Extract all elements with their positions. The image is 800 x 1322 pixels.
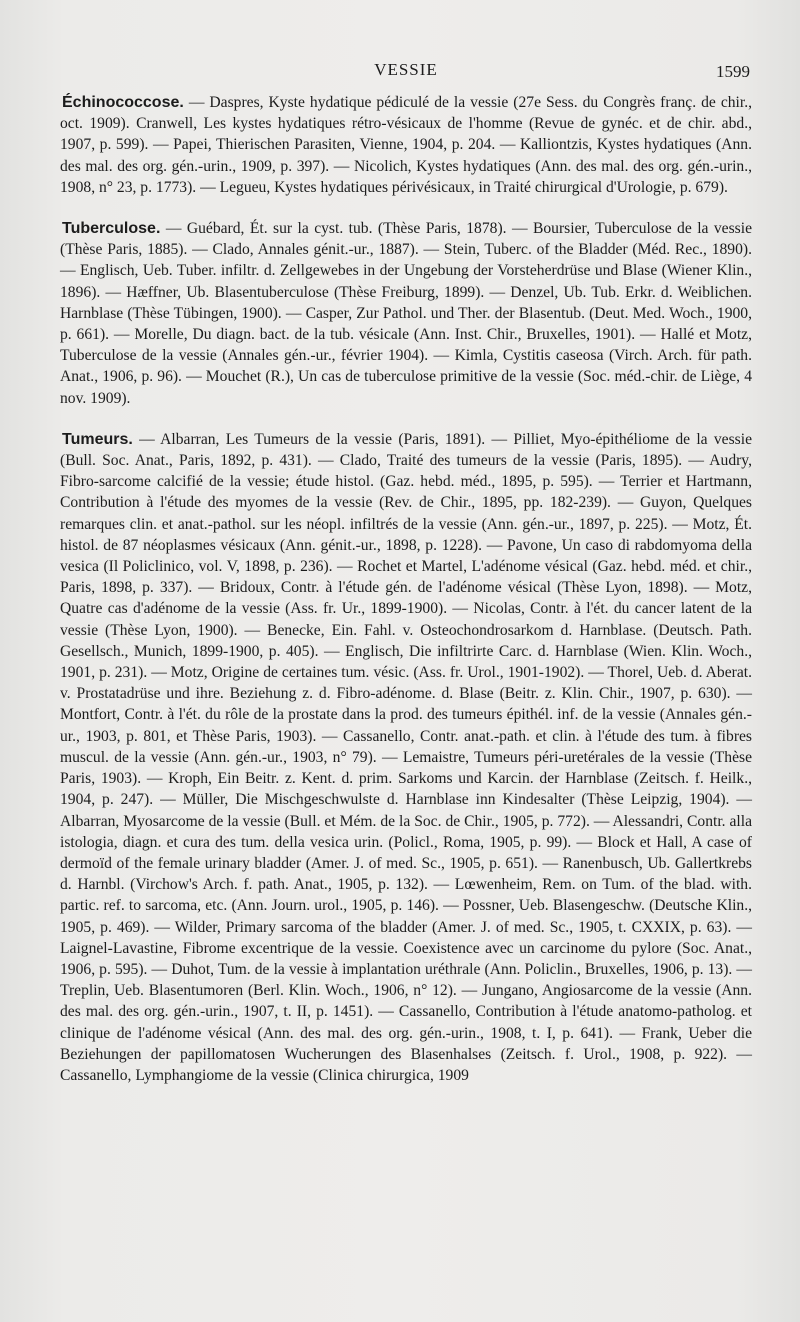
section-echinococcose <box>60 92 752 198</box>
running-title: VESSIE <box>374 60 438 79</box>
section-heading: Échinococcose. <box>62 94 184 111</box>
section-text: — Guébard, Ét. sur la cyst. tub. (Thèse Paris, 1878). — Boursier, Tuberculose de la vessie (Thèse Paris, 1885). — Clado, Annales génit.-ur., 1887). — Stein, Tuberc. of the Bladder (Méd. Rec., 1890). — Englisch, Ueb. Tuber. infiltr. d. Zellgewebes in der Ungebung der Vorsteherdrüse und Blase (Wiener Klin., 1896). — Hæffner, Ub. Blasentuberculose (Thèse Freiburg, 1899). — Denzel, Ub. Tub. Erkr. d. Weiblichen. Harnblase (Thèse Tübingen, 1900). — Casper, Zur Pathol. und Ther. der Blasentub. (Deut. Med. Woch., 1900, p. 661). — Morelle, Du diagn. bact. de la tub. vésicale (Ann. Inst. Chir., Bruxelles, 1901). — Hallé et Motz, Tuberculose de la vessie (Annales gén.-ur., février 1904). — Kimla, Cystitis caseosa (Virch. Arch. für path. Anat., 1906, p. 96). — Mouchet (R.), Un cas de tuberculose primitive de la vessie (Soc. méd.-chir. de Liège, 4 nov. 1909). <box>60 220 752 407</box>
section-text: — Daspres, Kyste hydatique pédiculé de la vessie (27e Sess. du Congrès franç. de chir., oct. 1909). Cranwell, Les kystes hydatiques rétro-vésicaux de l'homme (Revue de gynéc. et de chir. abd., 1907, p. 599). — Papei, Thierischen Parasiten, Vienne, 1904, p. 204. — Kalliontzis, Kystes hydatiques (Ann. des mal. des org. gén.-urin., 1909, p. 397). — Nicolich, Kystes hydatiques (Ann. des mal. des org. gén.-urin., 1908, n° 23, p. 1773). — Legueu, Kystes hydatiques périvésicaux, in Traité chirurgical d'Urologie, p. 679). <box>60 94 752 196</box>
section-tuberculose <box>60 218 752 409</box>
page-header <box>60 50 752 84</box>
section-text: — Albarran, Les Tumeurs de la vessie (Paris, 1891). — Pilliet, Myo-épithéliome de la vessie (Bull. Soc. Anat., Paris, 1892, p. 431). — Clado, Traité des tumeurs de la vessie (Paris, 1895). — Audry, Fibro-sarcome calcifié de la vessie; étude histol. (Gaz. hebd. méd., 1895, p. 595). — Terrier et Hartmann, Contribution à l'étude des myomes de la vessie (Rev. de Chir., 1895, pp. 182-239). — Guyon, Quelques remarques clin. et anat.-pathol. sur les néopl. infiltrés de la vessie (Ann. gén.-ur., 1897, p. 225). — Motz, Ét. histol. de 87 néoplasmes vésicaux (Ann. génit.-ur., 1898, p. 1228). — Pavone, Un caso di rabdomyoma della vesica (Il Policlinico, vol. V, 1898, p. 236). — Rochet et Martel, L'adénome vésical (Gaz. hebd. méd. et chir., Paris, 1898, p. 337). — Bridoux, Contr. à l'étude gén. de l'adénome vésical (Thèse Lyon, 1898). — Motz, Quatre cas d'adénome de la vessie (Ass. fr. Ur., 1899-1900). — Nicolas, Contr. à l'ét. du cancer latent de la vessie (Thèse Lyon, 1900). — Benecke, Ein. Fahl. v. Osteochondrosarkom d. Harnblase. (Deutsch. Path. Gesellsch., Munich, 1899-1900, p. 405). — Englisch, Die infiltrirte Carc. d. Harnblase (Wien. Klin. Woch., 1901, p. 231). — Motz, Origine de certaines tum. vésic. (Ass. fr. Urol., 1901-1902). — Thorel, Ueb. d. Aberat. v. Prostatadrüse und ihre. Beziehung z. d. Fibro-adénome. d. Blase (Beitr. z. Klin. Chir., 1907, p. 630). — Montfort, Contr. à l'ét. du rôle de la prostate dans la prod. des tumeurs épithél. inf. de la vessie (Annales gén.-ur., 1903, p. 801, et Thèse Paris, 1903). — Cassanello, Contr. anat.-path. et clin. à l'étude des tum. à fibres muscul. de la vessie (Ann. gén.-ur., 1903, n° 79). — Lemaistre, Tumeurs péri-uretérales de la vessie (Thèse Paris, 1903). — Kroph, Ein Beitr. z. Kent. d. prim. Sarkoms und Karcin. der Harnblase (Zeitsch. f. Heilk., 1904, p. 247). — Müller, Die Mischgeschwulste d. Harnblase inn Kindesalter (Thèse Leipzig, 1904). — Albarran, Myosarcome de la vessie (Bull. et Mém. de la Soc. de Chir., 1905, p. 772). — Alessandri, Contr. alla istologia, diagn. et cura des tum. della vesica urin. (Policl., Roma, 1905, p. 99). — Block et Hall, A case of dermoïd of the female urinary bladder (Amer. J. of med. Sc., 1905, p. 651). — Ranenbusch, Ub. Gallertkrebs d. Harnbl. (Virchow's Arch. f. path. Anat., 1905, p. 132). — Lœwenheim, Rem. on Tum. of the blad. with. partic. ref. to sarcoma, etc. (Ann. Journ. urol., 1905, p. 146). — Possner, Ueb. Blasengeschw. (Deutsche Klin., 1905, p. 469). — Wilder, Primary sarcoma of the bladder (Amer. J. of med. Sc., 1905, t. CXXIX, p. 63). — Laignel-Lavastine, Fibrome excentrique de la vessie. Coexistence avec un carcinome du pylore (Soc. Anat., 1906, p. 595). — Duhot, Tum. de la vessie à implantation uréthrale (Ann. Policlin., Bruxelles, 1906, p. 13). — Treplin, Ueb. Blasentumoren (Berl. Klin. Woch., 1906, n° 12). — Jungano, Angiosarcome de la vessie (Ann. des mal. des org. gén.-urin., 1907, t. II, p. 1451). — Cassanello, Contribution à l'étude anatomo-patholog. et clinique de l'adénome vésical (Ann. des mal. des org. gén.-urin., 1908, t. I, p. 641). — Frank, Ueber die Beziehungen der papillomatosen Wucherungen des Blasenhalses (Zeitsch. f. Urol., 1908, p. 922). — Cassanello, Lymphangiome de la vessie (Clinica chirurgica, 1909 <box>60 430 752 1084</box>
section-heading: Tuberculose. <box>62 220 161 238</box>
page-number: 1599 <box>716 62 750 81</box>
section-heading: Tumeurs. <box>62 430 133 448</box>
section-tumeurs <box>60 429 752 1086</box>
